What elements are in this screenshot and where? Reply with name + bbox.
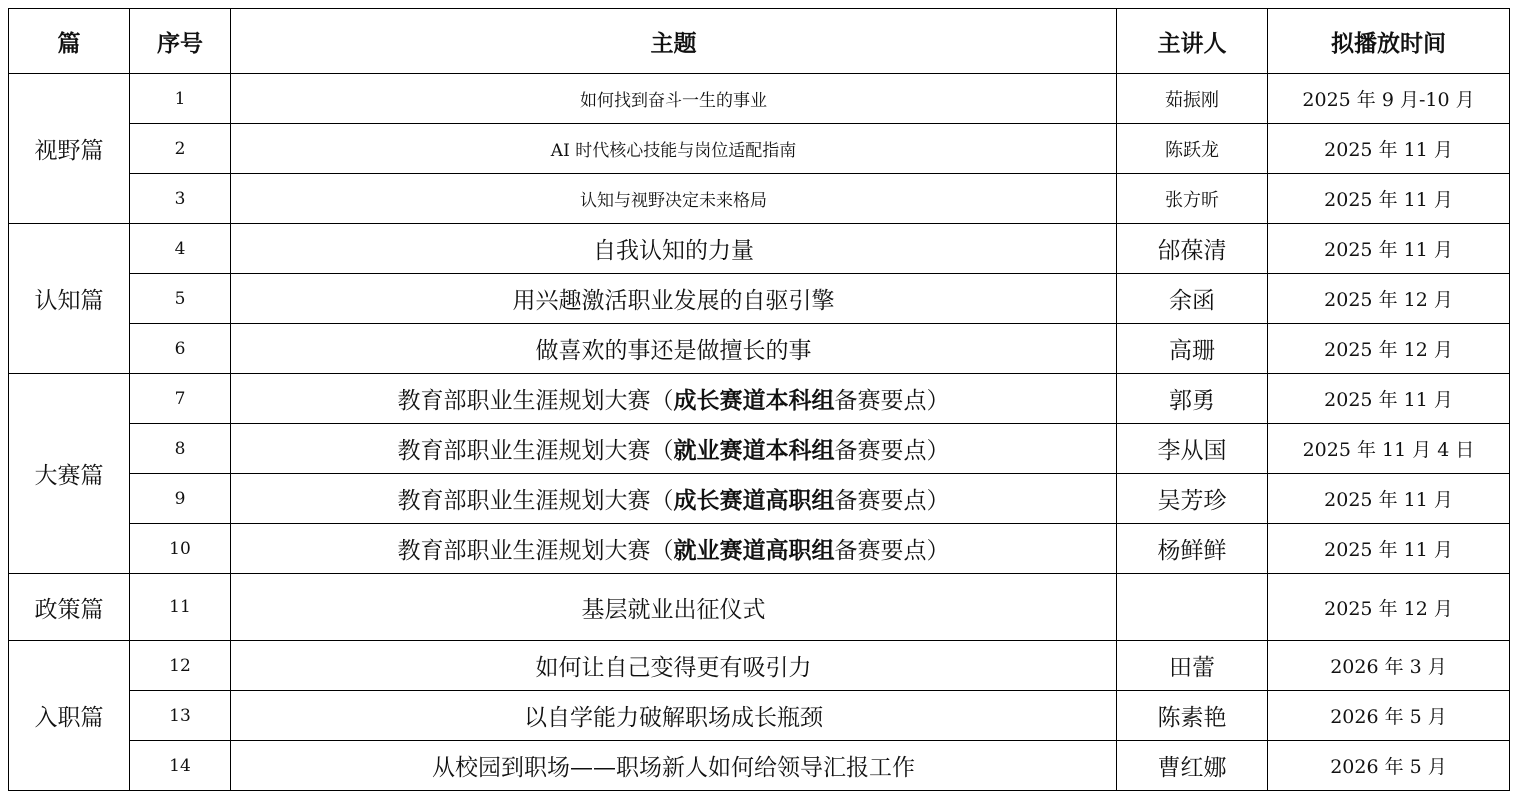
table-row [9, 274, 1510, 324]
row-topic [231, 474, 1117, 524]
row-topic: 从校园到职场——职场新人如何给领导汇报工作 [231, 741, 1117, 791]
section-label: 视野篇 [9, 74, 130, 224]
row-topic [231, 374, 1117, 424]
topic-highlight: 成长赛道高职组 [673, 488, 835, 514]
row-topic [231, 524, 1117, 574]
row-speaker: 郭勇 [1117, 374, 1268, 424]
row-speaker: 张方昕 [1117, 174, 1268, 224]
row-topic: 用兴趣激活职业发展的自驱引擎 [231, 274, 1117, 324]
schedule-table [8, 8, 1510, 791]
section-label: 认知篇 [9, 224, 130, 374]
row-index: 5 [130, 274, 231, 324]
row-index: 9 [130, 474, 231, 524]
row-speaker: 杨鲜鲜 [1117, 524, 1268, 574]
header-index: 序号 [130, 9, 231, 74]
topic-suffix: 备赛要点） [834, 488, 950, 514]
table-row [9, 691, 1510, 741]
row-speaker: 吴芳珍 [1117, 474, 1268, 524]
table-row [9, 641, 1510, 691]
header-section: 篇 [9, 9, 130, 74]
table-row [9, 124, 1510, 174]
topic-highlight: 就业赛道高职组 [673, 538, 835, 564]
row-time: 2025 年 12 月 [1268, 574, 1510, 641]
row-time: 2026 年 5 月 [1268, 741, 1510, 791]
row-index: 1 [130, 74, 231, 124]
section-label: 政策篇 [9, 574, 130, 641]
row-speaker: 李从国 [1117, 424, 1268, 474]
topic-suffix: 备赛要点） [834, 438, 950, 464]
table-row [9, 374, 1510, 424]
topic-highlight: 就业赛道本科组 [673, 438, 835, 464]
row-topic: 做喜欢的事还是做擅长的事 [231, 324, 1117, 374]
row-time: 2026 年 5 月 [1268, 691, 1510, 741]
row-time: 2025 年 12 月 [1268, 324, 1510, 374]
row-speaker [1117, 574, 1268, 641]
topic-prefix: 教育部职业生涯规划大赛（ [397, 488, 674, 514]
row-topic [231, 424, 1117, 474]
row-speaker: 余函 [1117, 274, 1268, 324]
row-index: 10 [130, 524, 231, 574]
row-speaker: 曹红娜 [1117, 741, 1268, 791]
topic-suffix: 备赛要点） [834, 538, 950, 564]
row-time: 2025 年 11 月 [1268, 374, 1510, 424]
section-label: 入职篇 [9, 641, 130, 791]
table-row [9, 574, 1510, 641]
row-time: 2025 年 11 月 [1268, 124, 1510, 174]
table-row [9, 424, 1510, 474]
table-row [9, 74, 1510, 124]
topic-suffix: 备赛要点） [834, 388, 950, 414]
row-topic: AI 时代核心技能与岗位适配指南 [231, 124, 1117, 174]
table-row [9, 174, 1510, 224]
row-time: 2025 年 11 月 [1268, 524, 1510, 574]
table-row [9, 524, 1510, 574]
topic-prefix: 教育部职业生涯规划大赛（ [397, 538, 674, 564]
row-topic: 以自学能力破解职场成长瓶颈 [231, 691, 1117, 741]
header-row [9, 9, 1510, 74]
row-time: 2026 年 3 月 [1268, 641, 1510, 691]
row-topic: 认知与视野决定未来格局 [231, 174, 1117, 224]
topic-highlight: 成长赛道本科组 [673, 388, 835, 414]
row-speaker: 茹振刚 [1117, 74, 1268, 124]
row-index: 14 [130, 741, 231, 791]
topic-prefix: 教育部职业生涯规划大赛（ [397, 388, 674, 414]
row-speaker: 陈素艳 [1117, 691, 1268, 741]
row-index: 7 [130, 374, 231, 424]
row-time: 2025 年 11 月 [1268, 224, 1510, 274]
row-index: 6 [130, 324, 231, 374]
row-topic: 如何让自己变得更有吸引力 [231, 641, 1117, 691]
row-time: 2025 年 9 月-10 月 [1268, 74, 1510, 124]
row-time: 2025 年 12 月 [1268, 274, 1510, 324]
row-index: 2 [130, 124, 231, 174]
row-speaker: 邰葆清 [1117, 224, 1268, 274]
row-time: 2025 年 11 月 4 日 [1268, 424, 1510, 474]
row-topic: 基层就业出征仪式 [231, 574, 1117, 641]
header-time: 拟播放时间 [1268, 9, 1510, 74]
table-row [9, 324, 1510, 374]
row-index: 3 [130, 174, 231, 224]
row-speaker: 田蕾 [1117, 641, 1268, 691]
row-index: 12 [130, 641, 231, 691]
row-topic: 如何找到奋斗一生的事业 [231, 74, 1117, 124]
row-speaker: 陈跃龙 [1117, 124, 1268, 174]
row-index: 8 [130, 424, 231, 474]
row-time: 2025 年 11 月 [1268, 474, 1510, 524]
table-row [9, 224, 1510, 274]
row-speaker: 高珊 [1117, 324, 1268, 374]
row-index: 13 [130, 691, 231, 741]
header-topic: 主题 [231, 9, 1117, 74]
row-topic: 自我认知的力量 [231, 224, 1117, 274]
section-label: 大赛篇 [9, 374, 130, 574]
row-index: 4 [130, 224, 231, 274]
topic-prefix: 教育部职业生涯规划大赛（ [397, 438, 674, 464]
row-time: 2025 年 11 月 [1268, 174, 1510, 224]
header-speaker: 主讲人 [1117, 9, 1268, 74]
table-row [9, 474, 1510, 524]
row-index: 11 [130, 574, 231, 641]
table-row [9, 741, 1510, 791]
